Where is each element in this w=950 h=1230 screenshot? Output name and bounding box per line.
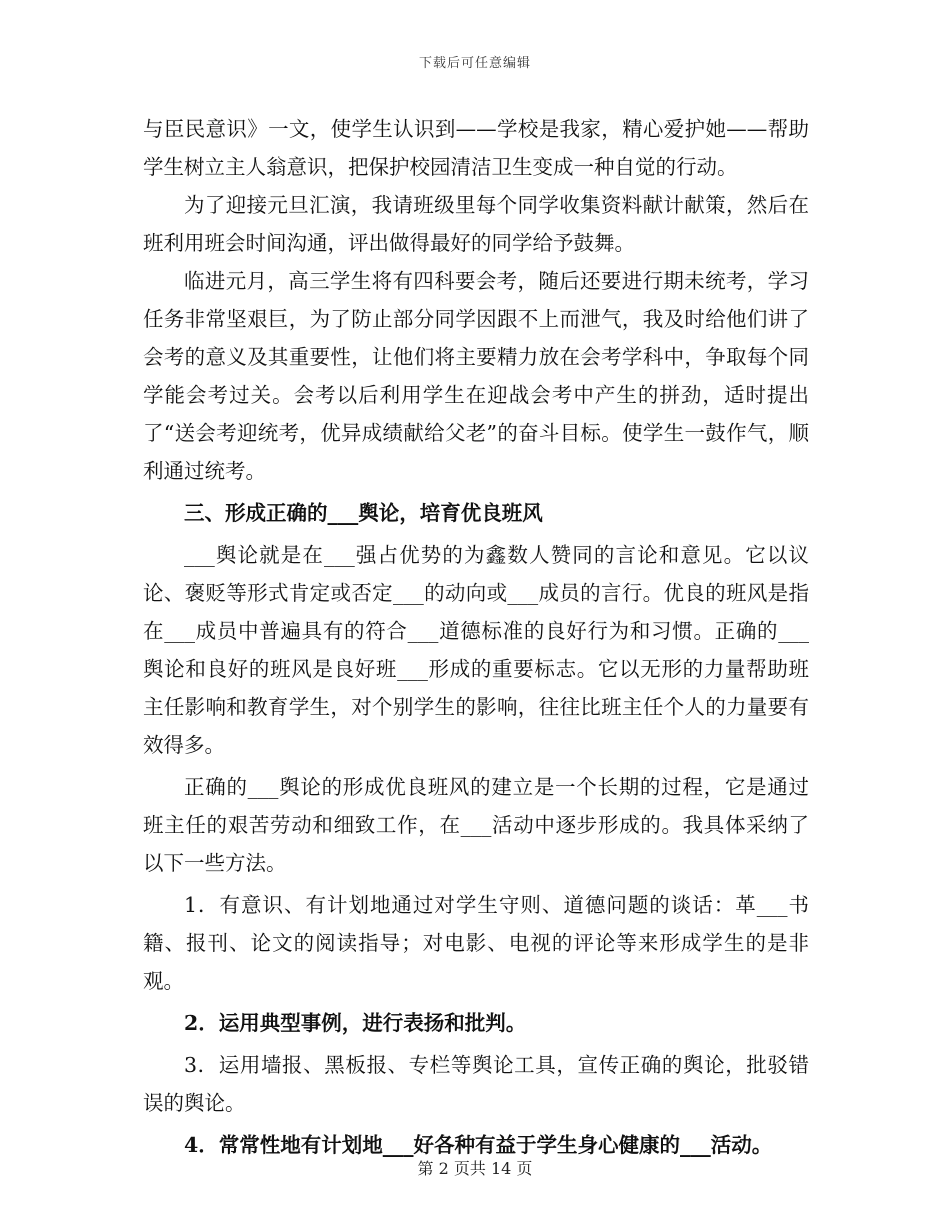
list-item-2: 2．运用典型事例，进行表扬和批判。: [184, 1011, 527, 1035]
page-footer: 第 2 页共 14 页: [417, 1159, 533, 1178]
document-body: [143, 110, 809, 1164]
list-item-1: 1．有意识、有计划地通过对学生守则、道德问题的谈话：革___书籍、报刊、论文的阅读指导；对电影、电视的评论等来形成学生的是非观。: [143, 893, 809, 993]
paragraph-new-year-show: 为了迎接元旦汇演，我请班级里每个同学收集资料献计献策，然后在班利用班会时间沟通，评出做得最好的同学给予鼓舞。: [143, 193, 809, 255]
paragraph-long-process: 正确的___舆论的形成优良班风的建立是一个长期的过程，它是通过班主任的艰苦劳动和细致工作，在___活动中逐步形成的。我具体采纳了以下一些方法。: [143, 775, 809, 875]
paragraph-exams: 临进元月，高三学生将有四科要会考，随后还要进行期未统考，学习任务非常坚艰巨，为了防止部分同学因跟不上而泄气，我及时给他们讲了会考的意义及其重要性，让他们将主要精力放在会考学科中，争取每个同学能会考过关。会考以后利用学生在迎战会考中产生的拼劲，适时提出了“送会考迎统考，优异成绩献给父老”的奋斗目标。使学生一鼓作气，顺利通过统考。: [143, 269, 809, 483]
section-heading: 三、形成正确的___舆论，培育优良班风: [184, 501, 543, 525]
list-item-4: 4．常常性地有计划地___好各种有益于学生身心健康的___活动。: [184, 1133, 773, 1157]
list-item-3: 3．运用墙报、黑板报、专栏等舆论工具，宣传正确的舆论，批驳错误的舆论。: [143, 1053, 809, 1115]
paragraph-public-opinion: ___舆论就是在___强占优势的为鑫数人赞同的言论和意见。它以议论、褒贬等形式肯定或否定___的动向或___成员的言行。优良的班风是指在___成员中普遍具有的符合___道德标准的良好行为和习惯。正确的___舆论和良好的班风是良好班___形成的重要标志。它以无形的力量帮助班主任影响和教育学生，对个别学生的影响，往往比班主任个人的力量要有效得多。: [143, 543, 809, 757]
paragraph-continued: 与臣民意识》一文，使学生认识到——学校是我家，精心爱护她——帮助学生树立主人翁意识，把保护校园清洁卫生变成一种自觉的行动。: [143, 117, 809, 179]
page-header: 下载后可任意编辑: [418, 56, 531, 71]
